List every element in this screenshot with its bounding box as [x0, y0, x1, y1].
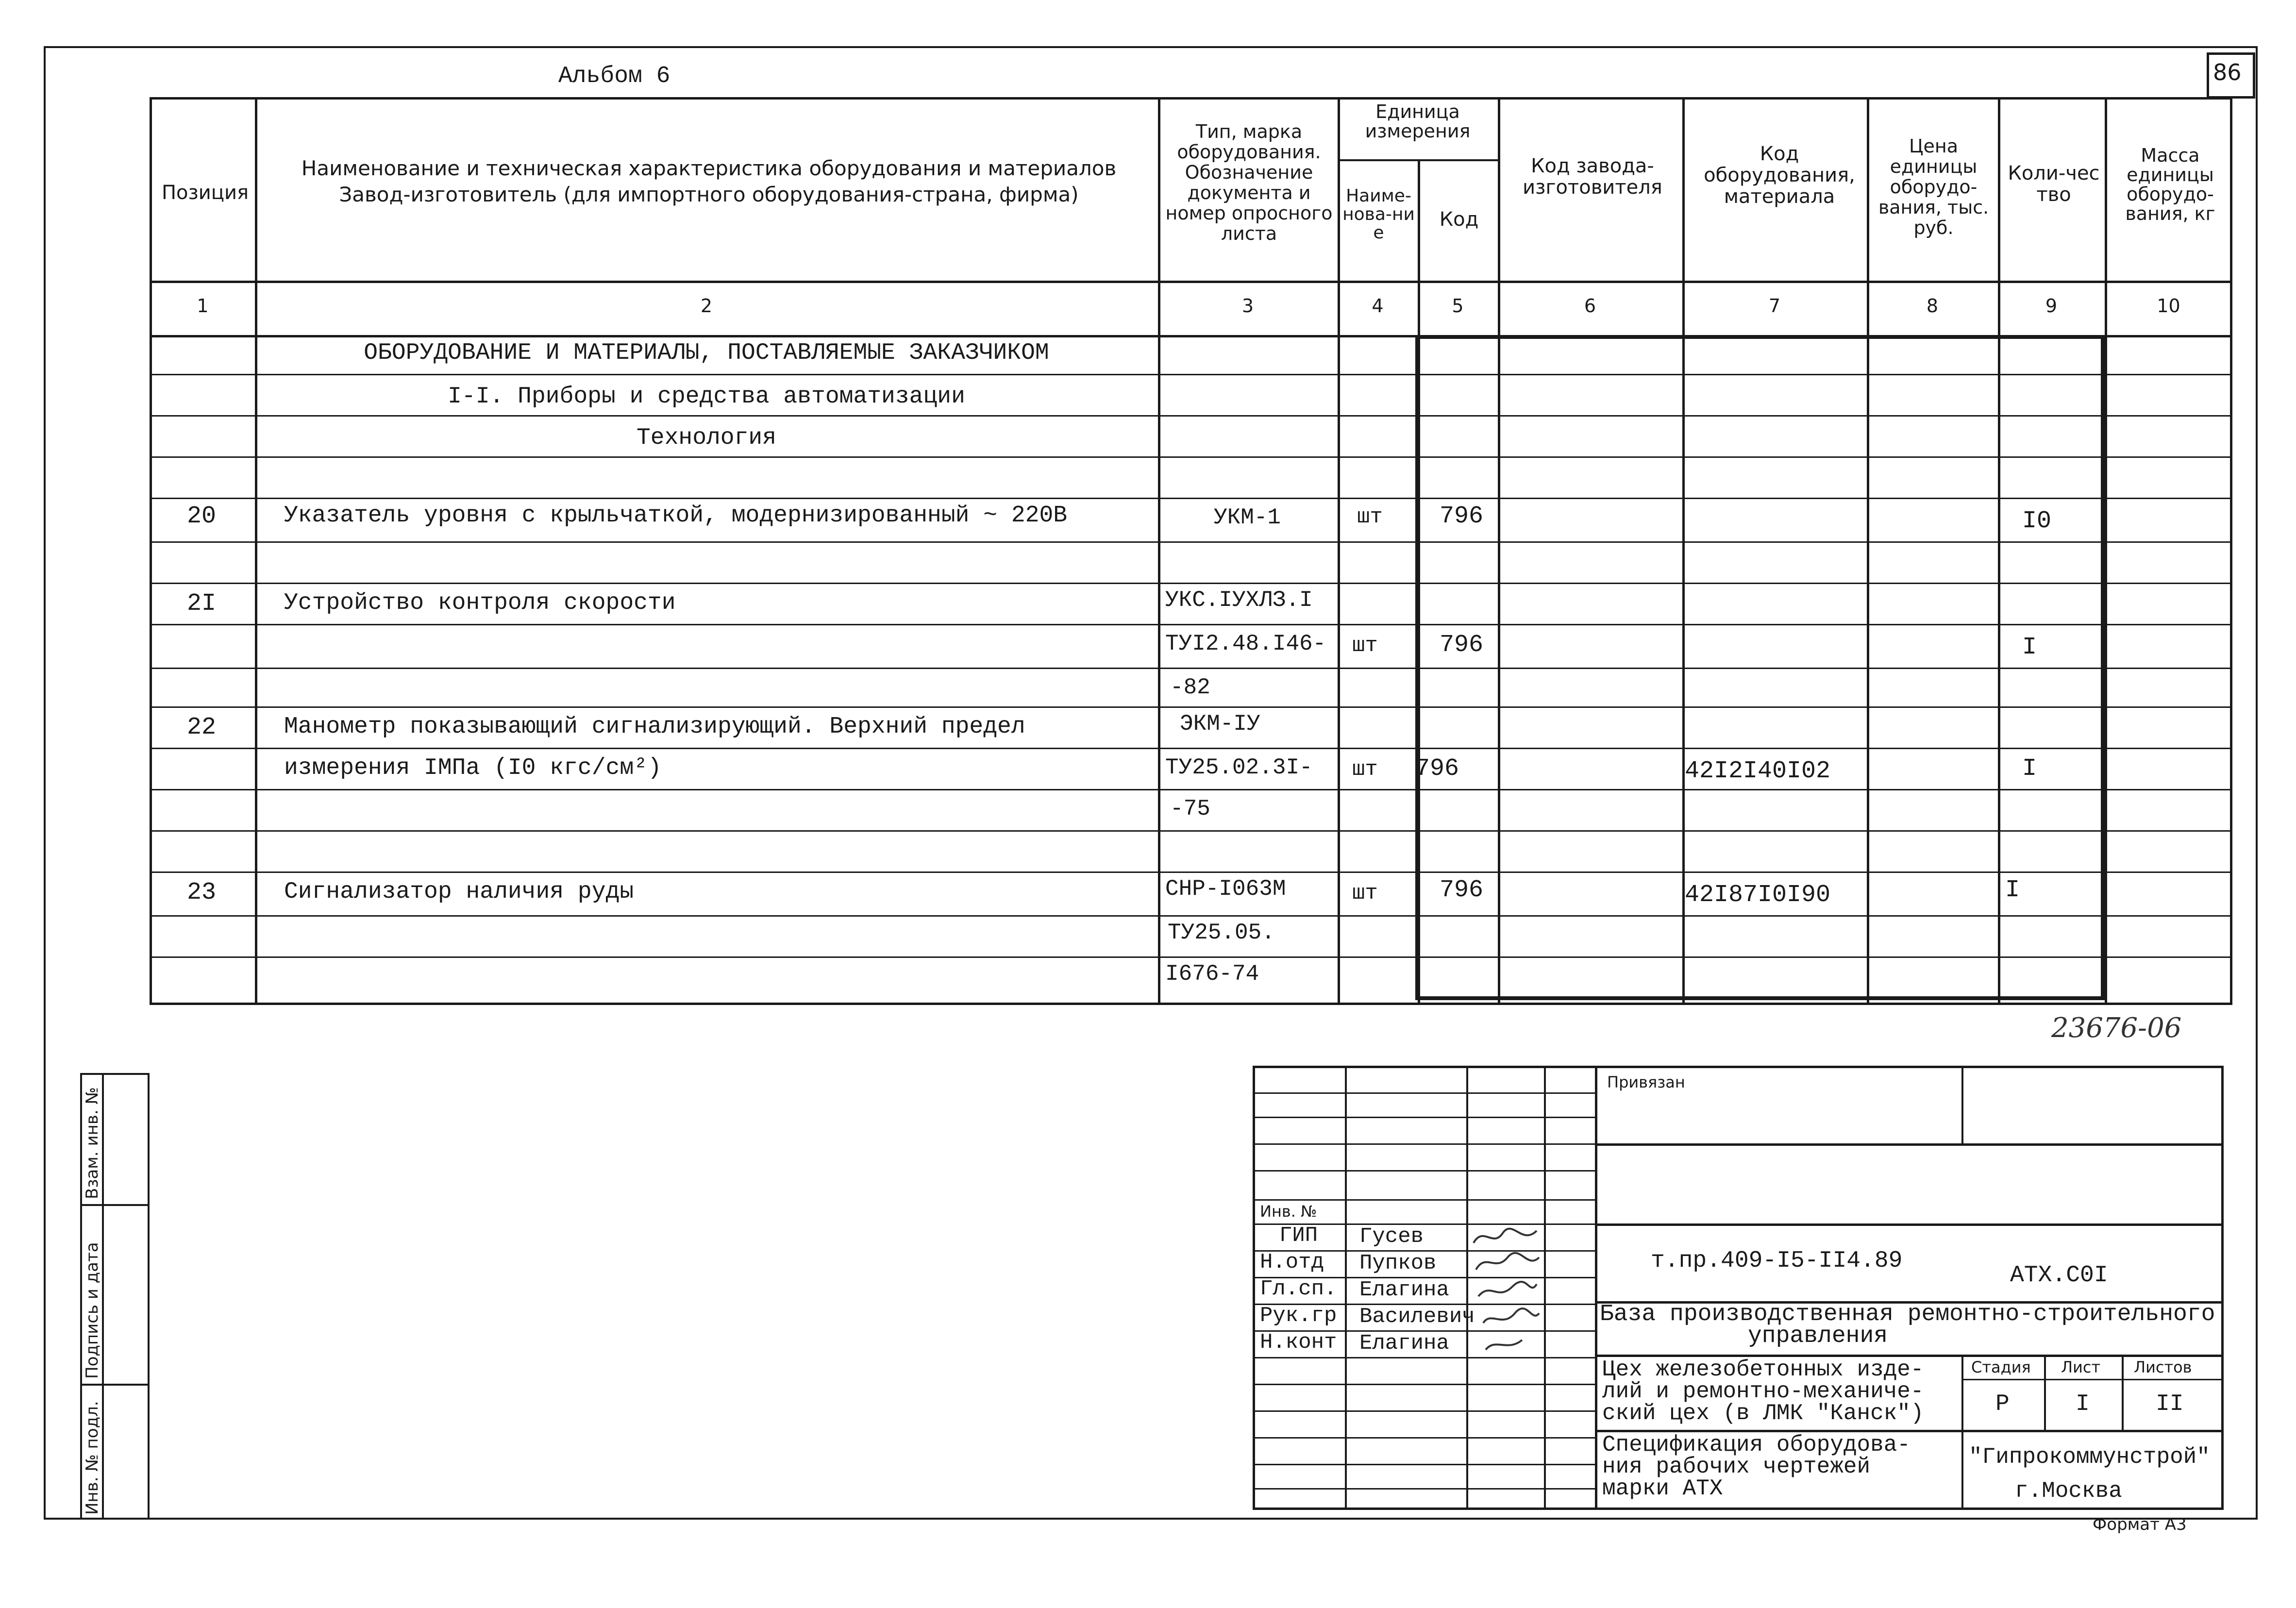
section-heading: ОБОРУДОВАНИЕ И МАТЕРИАЛЫ, ПОСТАВЛЯЕМЫЕ ЗАКАЗЧИКОМ [364, 340, 1049, 366]
privyazan-label: Привязан [1607, 1073, 1685, 1091]
table-row-pos: 2I [187, 590, 217, 618]
side-label-vzam: Взам. инв. № [83, 1087, 102, 1199]
project-title: управления [1748, 1323, 1888, 1349]
col-number: 5 [1452, 295, 1464, 317]
col-header-factory-code: Код завода-изготовителя [1523, 155, 1662, 199]
stage-value: Р [1995, 1391, 2010, 1417]
table-row-type: ТУI2.48.I46- [1165, 631, 1326, 656]
col-header-unit-name: Наиме-нова-ние [1342, 186, 1415, 243]
person-name: Елагина [1359, 1278, 1449, 1302]
drawing-mark: АТХ.С0I [2010, 1262, 2108, 1289]
handwritten-number: 23676-06 [2051, 1012, 2182, 1044]
table-row-type: УКМ-1 [1214, 505, 1281, 530]
col-header-price: Цена единицы оборудо-вания, тыс. руб. [1878, 135, 1989, 238]
col-number: 3 [1241, 295, 1254, 317]
table-row-qty: I [2005, 876, 2020, 904]
col-number: 2 [700, 295, 713, 317]
table-row-unit: шт [1352, 634, 1378, 658]
signature-scribbles [1469, 1223, 1544, 1357]
col-header-qty: Коли-чество [2008, 162, 2100, 206]
col-number: 9 [2045, 295, 2058, 317]
col-number: 7 [1768, 295, 1781, 317]
organization-city: г.Москва [2015, 1478, 2122, 1504]
person-role: Н.отд [1260, 1250, 1324, 1274]
table-row-type: СНР-I063М [1165, 876, 1286, 902]
table-row-type: УКС.IУХЛЗ.I [1165, 587, 1313, 613]
album-label: Альбом 6 [558, 63, 670, 89]
table-row-type: -75 [1170, 796, 1210, 821]
table-row-type: ТУ25.02.3I- [1165, 755, 1313, 780]
person-name: Пупков [1359, 1251, 1437, 1275]
spec-title: марки АТХ [1602, 1476, 1723, 1501]
table-row-equip-code: 42I2I40I02 [1685, 757, 1831, 785]
col-number: 6 [1584, 295, 1596, 317]
inv-label: Инв. № [1260, 1202, 1317, 1221]
person-role: Н.конт [1260, 1330, 1337, 1355]
col-header-unit: Единица измерения [1365, 101, 1471, 142]
stage-label: Стадия [1971, 1358, 2031, 1376]
spec-title: Спецификация оборудова- [1602, 1432, 1911, 1457]
col-number: 10 [2157, 295, 2180, 317]
table-row-qty: I0 [2022, 507, 2052, 535]
table-row-type: ЭКМ-IУ [1180, 711, 1260, 737]
doc-code: т.пр.409-I5-II4.89 [1651, 1248, 1903, 1274]
sheets-value: II [2156, 1391, 2184, 1417]
table-row-code: 796 [1440, 631, 1484, 659]
side-label-podpis: Подпись и дата [83, 1242, 102, 1379]
table-row-name: Указатель уровня с крыльчаткой, модернизированный ~ 220В [284, 502, 1068, 529]
table-row-name: Манометр показывающий сигнализирующий. Верхний предел [284, 714, 1025, 740]
project-title: База производственная ремонтно-строительного [1600, 1301, 2215, 1327]
table-row-code: 796 [1440, 502, 1484, 530]
person-role: Гл.сп. [1260, 1277, 1337, 1301]
table-row-code: 796 [1415, 755, 1459, 783]
col-header-unit-code: Код [1439, 208, 1479, 231]
col-header-equip-code: Код оборудования, материала [1704, 143, 1855, 208]
table-row-unit: шт [1357, 505, 1383, 529]
table-row-unit: шт [1352, 757, 1378, 782]
object-title: лий и ремонтно-механиче- [1602, 1379, 1924, 1404]
table-row-unit: шт [1352, 881, 1378, 905]
col-header-name: Наименование и техническая характеристика оборудования и материалов Завод-изготовитель (для импортного оборудования-страна, фирма) [301, 156, 1117, 206]
side-label-inv-podl: Инв. № подл. [83, 1401, 102, 1515]
section-heading: Технология [636, 425, 777, 451]
table-row-name: Сигнализатор наличия руды [284, 879, 634, 905]
col-header-type: Тип, марка оборудования. Обозначение документа и номер опросного листа [1165, 121, 1333, 244]
format-label: Формат А3 [2093, 1515, 2187, 1534]
sheets-label: Листов [2134, 1358, 2192, 1376]
spec-title: ния рабочих чертежей [1602, 1454, 1871, 1479]
sheet-number: 86 [2213, 59, 2242, 85]
table-row-pos: 20 [187, 502, 217, 530]
table-row-equip-code: 42I87I0I90 [1685, 881, 1831, 909]
organization: "Гипрокоммунстрой" [1969, 1444, 2210, 1470]
person-name: Гусев [1359, 1224, 1424, 1249]
table-row-pos: 22 [187, 714, 217, 741]
table-row-type: ТУ25.05. [1168, 920, 1275, 945]
person-name: Василевич [1359, 1305, 1475, 1329]
section-heading: I-I. Приборы и средства автоматизации [448, 384, 965, 410]
object-title: Цех железобетонных изде- [1602, 1357, 1924, 1382]
table-row-type: I676-74 [1165, 961, 1259, 987]
col-header-pos: Позиция [161, 182, 249, 204]
person-name: Елагина [1359, 1331, 1449, 1356]
table-row-pos: 23 [187, 879, 217, 906]
table-row-code: 796 [1440, 876, 1484, 904]
table-row-type: -82 [1170, 675, 1210, 700]
table-row-name: Устройство контроля скорости [284, 590, 676, 616]
table-row-qty: I [2022, 634, 2037, 661]
table-row-qty: I [2022, 755, 2037, 783]
col-number: 1 [197, 295, 209, 317]
person-role: ГИП [1279, 1223, 1318, 1248]
sheet-label: Лист [2061, 1358, 2101, 1376]
col-header-mass: Масса единицы оборудо-вания, кг [2125, 145, 2215, 224]
person-role: Рук.гр [1260, 1304, 1337, 1328]
col-number: 8 [1926, 295, 1939, 317]
object-title: ский цех (в ЛМК "Канск") [1602, 1401, 1924, 1426]
col-number: 4 [1372, 295, 1384, 317]
sheet-value: I [2076, 1391, 2090, 1417]
table-row-name: измерения IМПа (I0 кгс/см²) [284, 755, 662, 781]
